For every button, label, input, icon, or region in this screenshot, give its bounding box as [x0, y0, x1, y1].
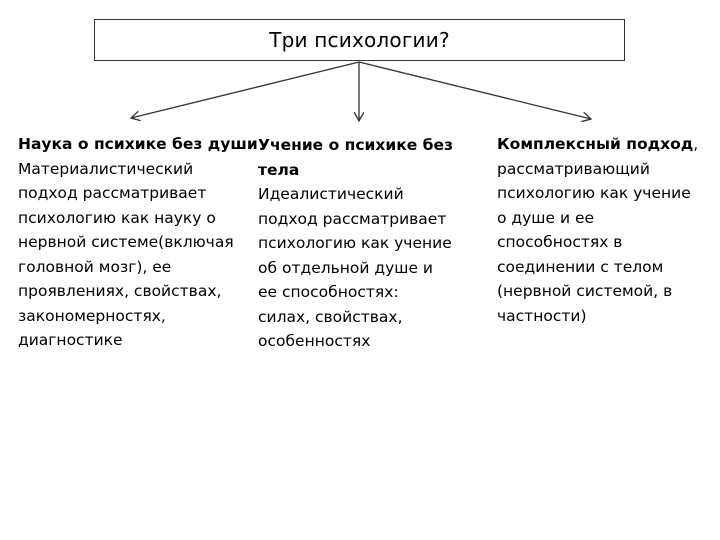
column-idealist-heading: Учение о психике без тела — [258, 136, 454, 179]
column-complex-heading: Комплексный подход — [497, 135, 694, 153]
column-materialist-heading: Наука о психике без души — [18, 135, 258, 153]
column-idealist — [258, 133, 473, 354]
column-complex — [497, 132, 707, 328]
column-complex-text: рассматривающий психологию как учение о душе и ее способностях в соединении с телом (нервной системой, в частности) — [497, 159, 691, 325]
column-materialist — [18, 132, 258, 353]
arrow-right — [359, 62, 591, 119]
arrow-left — [131, 62, 359, 118]
column-idealist-text: Идеалистический подход рассматривает психологию как учение об отдельной душе и ее способностях: силах, свойствах, особенностях — [258, 185, 452, 350]
column-materialist-text: Материалистический подход рассматривает психологию как науку о нервной системе(включая головной мозг), ее проявлениях, свойствах, закономерностях, диагностике — [18, 159, 234, 349]
diagram-title: Три психологии? — [269, 28, 450, 52]
column-complex-heading-suffix: , — [693, 135, 699, 153]
